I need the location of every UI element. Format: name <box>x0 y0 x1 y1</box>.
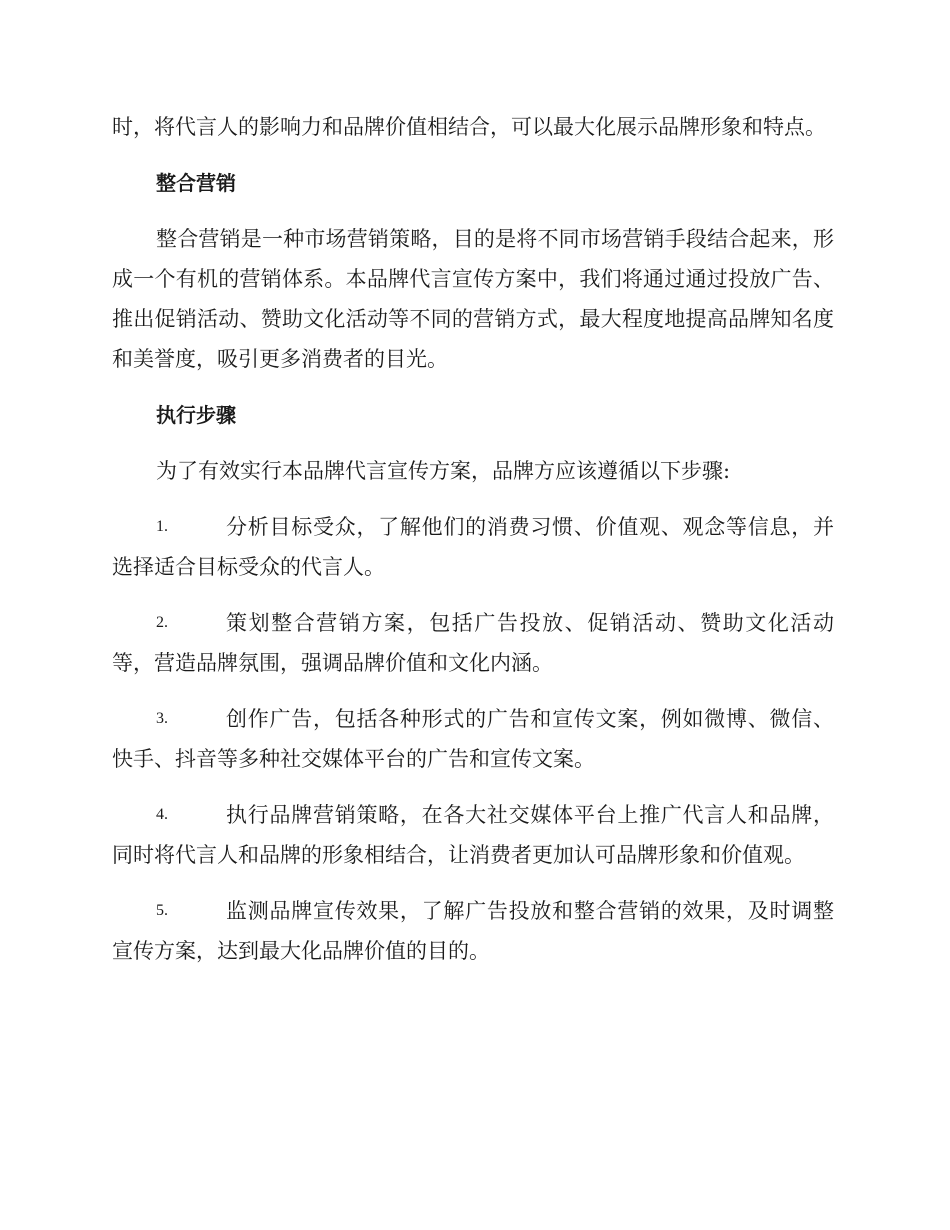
document-body <box>112 107 834 987</box>
list-item-text: 分析目标受众，了解他们的消费习惯、价值观、观念等信息，并选择适合目标受众的代言人。 <box>112 515 834 579</box>
list-item <box>112 507 834 587</box>
list-item-number: 2. <box>156 614 168 631</box>
list-item-number: 5. <box>156 902 168 919</box>
list-item-number: 1. <box>156 518 168 535</box>
list-item-text: 创作广告，包括各种形式的广告和宣传文案，例如微博、微信、快手、抖音等多种社交媒体平台的广告和宣传文案。 <box>112 707 834 771</box>
section-heading-integrated-marketing: 整合营销 <box>156 171 236 195</box>
list-item-number: 3. <box>156 710 168 727</box>
list-item-text: 策划整合营销方案，包括广告投放、促销活动、赞助文化活动等，营造品牌氛围，强调品牌价值和文化内涵。 <box>112 611 834 675</box>
section-heading-execution-steps: 执行步骤 <box>156 403 236 427</box>
list-item-text: 监测品牌宣传效果，了解广告投放和整合营销的效果，及时调整宣传方案，达到最大化品牌价值的目的。 <box>112 899 834 963</box>
list-item <box>112 795 834 875</box>
execution-steps-intro: 为了有效实行本品牌代言宣传方案，品牌方应该遵循以下步骤: <box>156 459 731 483</box>
list-item-text: 执行品牌营销策略，在各大社交媒体平台上推广代言人和品牌，同时将代言人和品牌的形象相结合，让消费者更加认可品牌形象和价值观。 <box>112 803 834 867</box>
integrated-marketing-paragraph: 整合营销是一种市场营销策略，目的是将不同市场营销手段结合起来，形成一个有机的营销体系。本品牌代言宣传方案中，我们将通过通过投放广告、推出促销活动、赞助文化活动等不同的营销方式，最大程度地提高品牌知名度和美誉度，吸引更多消费者的目光。 <box>112 227 834 371</box>
opening-continuation-paragraph: 时，将代言人的影响力和品牌价值相结合，可以最大化展示品牌形象和特点。 <box>112 115 826 139</box>
list-item <box>112 603 834 683</box>
list-item <box>112 699 834 779</box>
list-item <box>112 891 834 971</box>
list-item-number: 4. <box>156 806 168 823</box>
